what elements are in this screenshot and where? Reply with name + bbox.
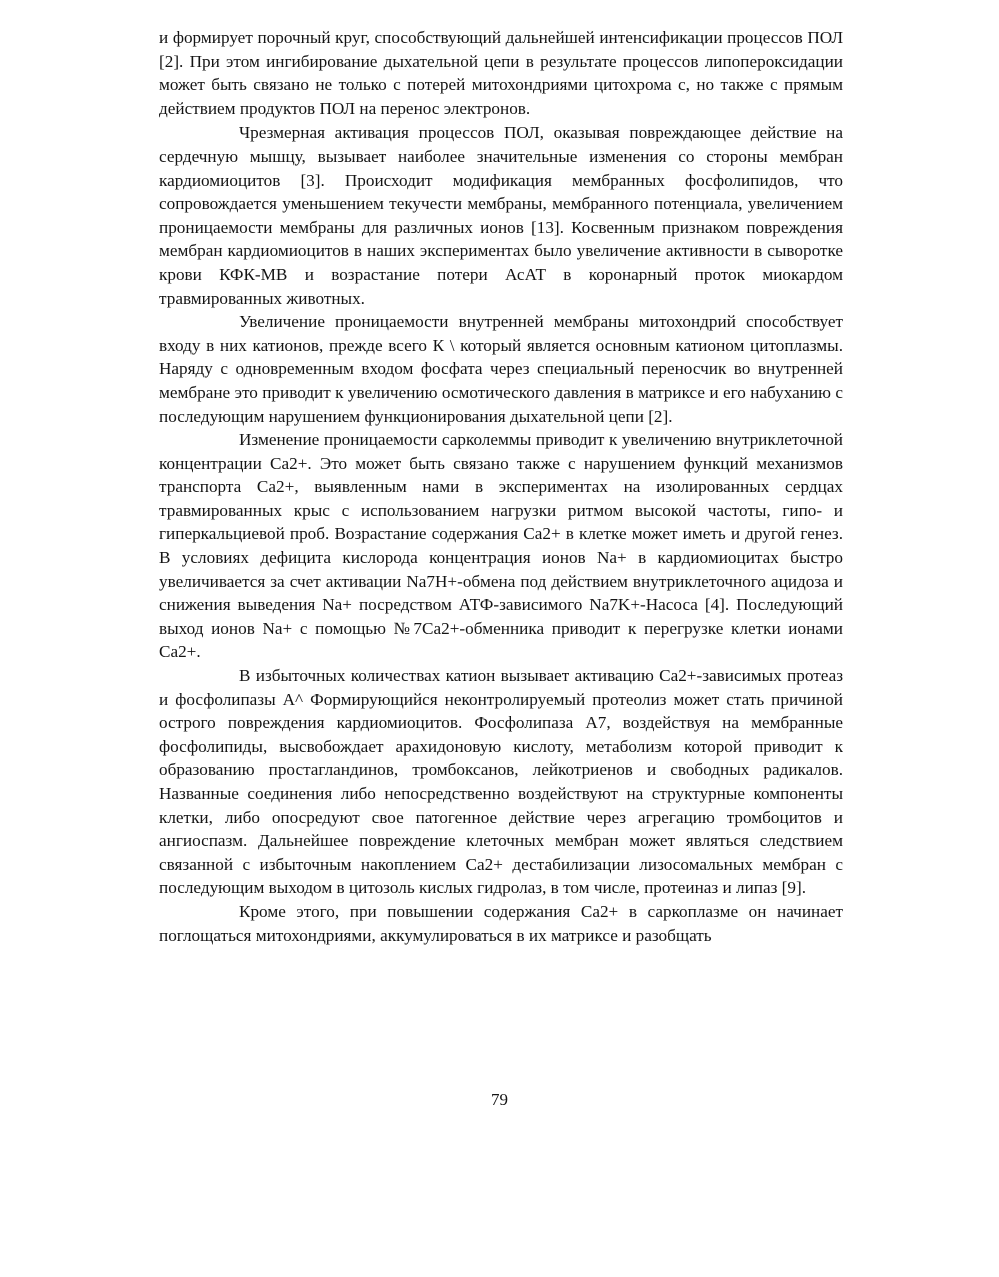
paragraph-1: и формирует порочный круг, способствующий дальнейшей интенсификации процессов ПОЛ [2]. При этом ингибирование дыхательной цепи в результате процессов липопероксидации может быть связано не только с потерей митохондриями цитохрома с, но также с прямым действием продуктов ПОЛ на перенос электронов. — [159, 28, 843, 118]
paragraph-6: Кроме этого, при повышении содержания Са2+ в саркоплазме он начинает поглощаться митохондриями, аккумулироваться в их матриксе и разобщать — [159, 901, 843, 945]
paragraph-5: В избыточных количествах катион вызывает активацию Са2+-зависимых протеаз и фосфолипазы А^ Формирующийся неконтролируемый протеолиз может стать причиной острого повреждения кардиомиоцитов. Фосфолипаза А7, воздействуя на мембранные фосфолипиды, высвобождает арахидоновую кислоту, метаболизм которой приводит к образованию простагландинов, тромбоксанов, лейкотриенов и свободных радикалов. Названные соединения либо непосредственно воздействуют на структурные компоненты клетки, либо опосредуют свое патогенное действие через агрегацию тромбоцитов и ангиоспазм. Дальнейшее повреждение клеточных мембран может являться следствием связанной с избыточным накоплением Са2+ дестабилизации лизосомальных мембран с последующим выходом в цитозоль кислых гидролаз, в том числе, протеиназ и липаз [9]. — [159, 666, 843, 898]
page-body — [159, 26, 843, 947]
paragraph-3: Увеличение проницаемости внутренней мембраны митохондрий способствует входу в них катионов, прежде всего К \ который является основным катионом цитоплазмы. Наряду с одновременным входом фосфата через специальный переносчик во внутренней мембране это приводит к увеличению осмотического давления в матриксе и его набуханию с последующим нарушением функционирования дыхательной цепи [2]. — [159, 312, 843, 426]
paragraph-4: Изменение проницаемости сарколеммы приводит к увеличению внутриклеточной концентрации Са2+. Это может быть связано также с нарушением функций механизмов транспорта Са2+, выявленным нами в экспериментах на изолированных сердцах травмированных крыс с использованием нагрузки ритмом высокой частоты, гипо- и гиперкальциевой проб. Возрастание содержания Са2+ в клетке может иметь и другой генез. В условиях дефицита кислорода концентрация ионов Na+ в кардиомиоцитах быстро увеличивается за счет активации Na7H+-обмена под действием внутриклеточного ацидоза и снижения выведения Na+ посредством АТФ-зависимого Na7K+-Насоса [4]. Последующий выход ионов Na+ с помощью №7Са2+-обменника приводит к перегрузке клетки ионами Са2+. — [159, 430, 843, 662]
paragraph-2: Чрезмерная активация процессов ПОЛ, оказывая повреждающее действие на сердечную мышцу, вызывает наиболее значительные изменения со стороны мембран кардиомиоцитов [3]. Происходит модификация мембранных фосфолипидов, что сопровождается уменьшением текучести мембраны, мембранного потенциала, увеличением проницаемости мембраны для различных ионов [13]. Косвенным признаком повреждения мембран кардиомиоцитов в наших экспериментах было увеличение активности в сыворотке крови КФК-МВ и возрастание потери АсАТ в коронарный проток миокардом травмированных животных. — [159, 123, 843, 308]
page-number: 79 — [491, 1090, 508, 1109]
